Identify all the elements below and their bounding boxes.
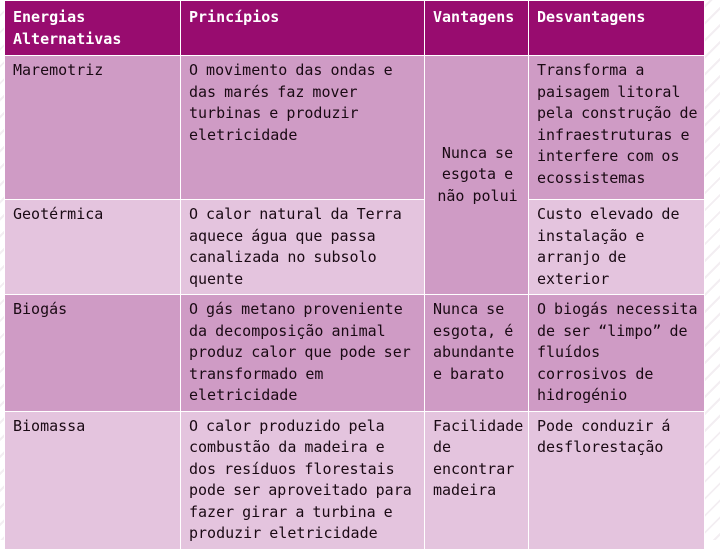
table-row	[5, 200, 705, 295]
header-disadvantages: Desvantagens	[529, 1, 705, 56]
principle-cell: O calor produzido pela combustão da madeira e dos resíduos florestais pode ser aproveitado para fazer girar a turbina e produzir eletricidade	[181, 411, 425, 549]
energy-cell: Biomassa	[5, 411, 181, 549]
energy-cell: Geotérmica	[5, 200, 181, 295]
energy-cell: Biogás	[5, 295, 181, 412]
shared-advantage-cell: Nunca se esgota e não polui	[425, 56, 529, 295]
energy-cell: Maremotriz	[5, 56, 181, 200]
header-energies: Energias Alternativas	[5, 1, 181, 56]
header-advantages: Vantagens	[425, 1, 529, 56]
disadvantage-cell: Transforma a paisagem litoral pela construção de infraestruturas e interfere com os ecossistemas	[529, 56, 705, 200]
advantage-cell: Facilidade de encontrar madeira	[425, 411, 529, 549]
advantage-cell: Nunca se esgota, é abundante e barato	[425, 295, 529, 412]
energy-table	[4, 0, 705, 550]
table-body	[5, 56, 705, 550]
table-row	[5, 295, 705, 412]
header-principles: Princípios	[181, 1, 425, 56]
principle-cell: O gás metano proveniente da decomposição animal produz calor que pode ser transformado em eletricidade	[181, 295, 425, 412]
disadvantage-cell: Custo elevado de instalação e arranjo de exterior	[529, 200, 705, 295]
principle-cell: O movimento das ondas e das marés faz mover turbinas e produzir eletricidade	[181, 56, 425, 200]
table-header	[5, 1, 705, 56]
disadvantage-cell: O biogás necessita de ser “limpo” de fluídos corrosivos de hidrogénio	[529, 295, 705, 412]
principle-cell: O calor natural da Terra aquece água que passa canalizada no subsolo quente	[181, 200, 425, 295]
table-row	[5, 411, 705, 549]
header-row	[5, 1, 705, 56]
disadvantage-cell: Pode conduzir á desflorestação	[529, 411, 705, 549]
table-row	[5, 56, 705, 200]
